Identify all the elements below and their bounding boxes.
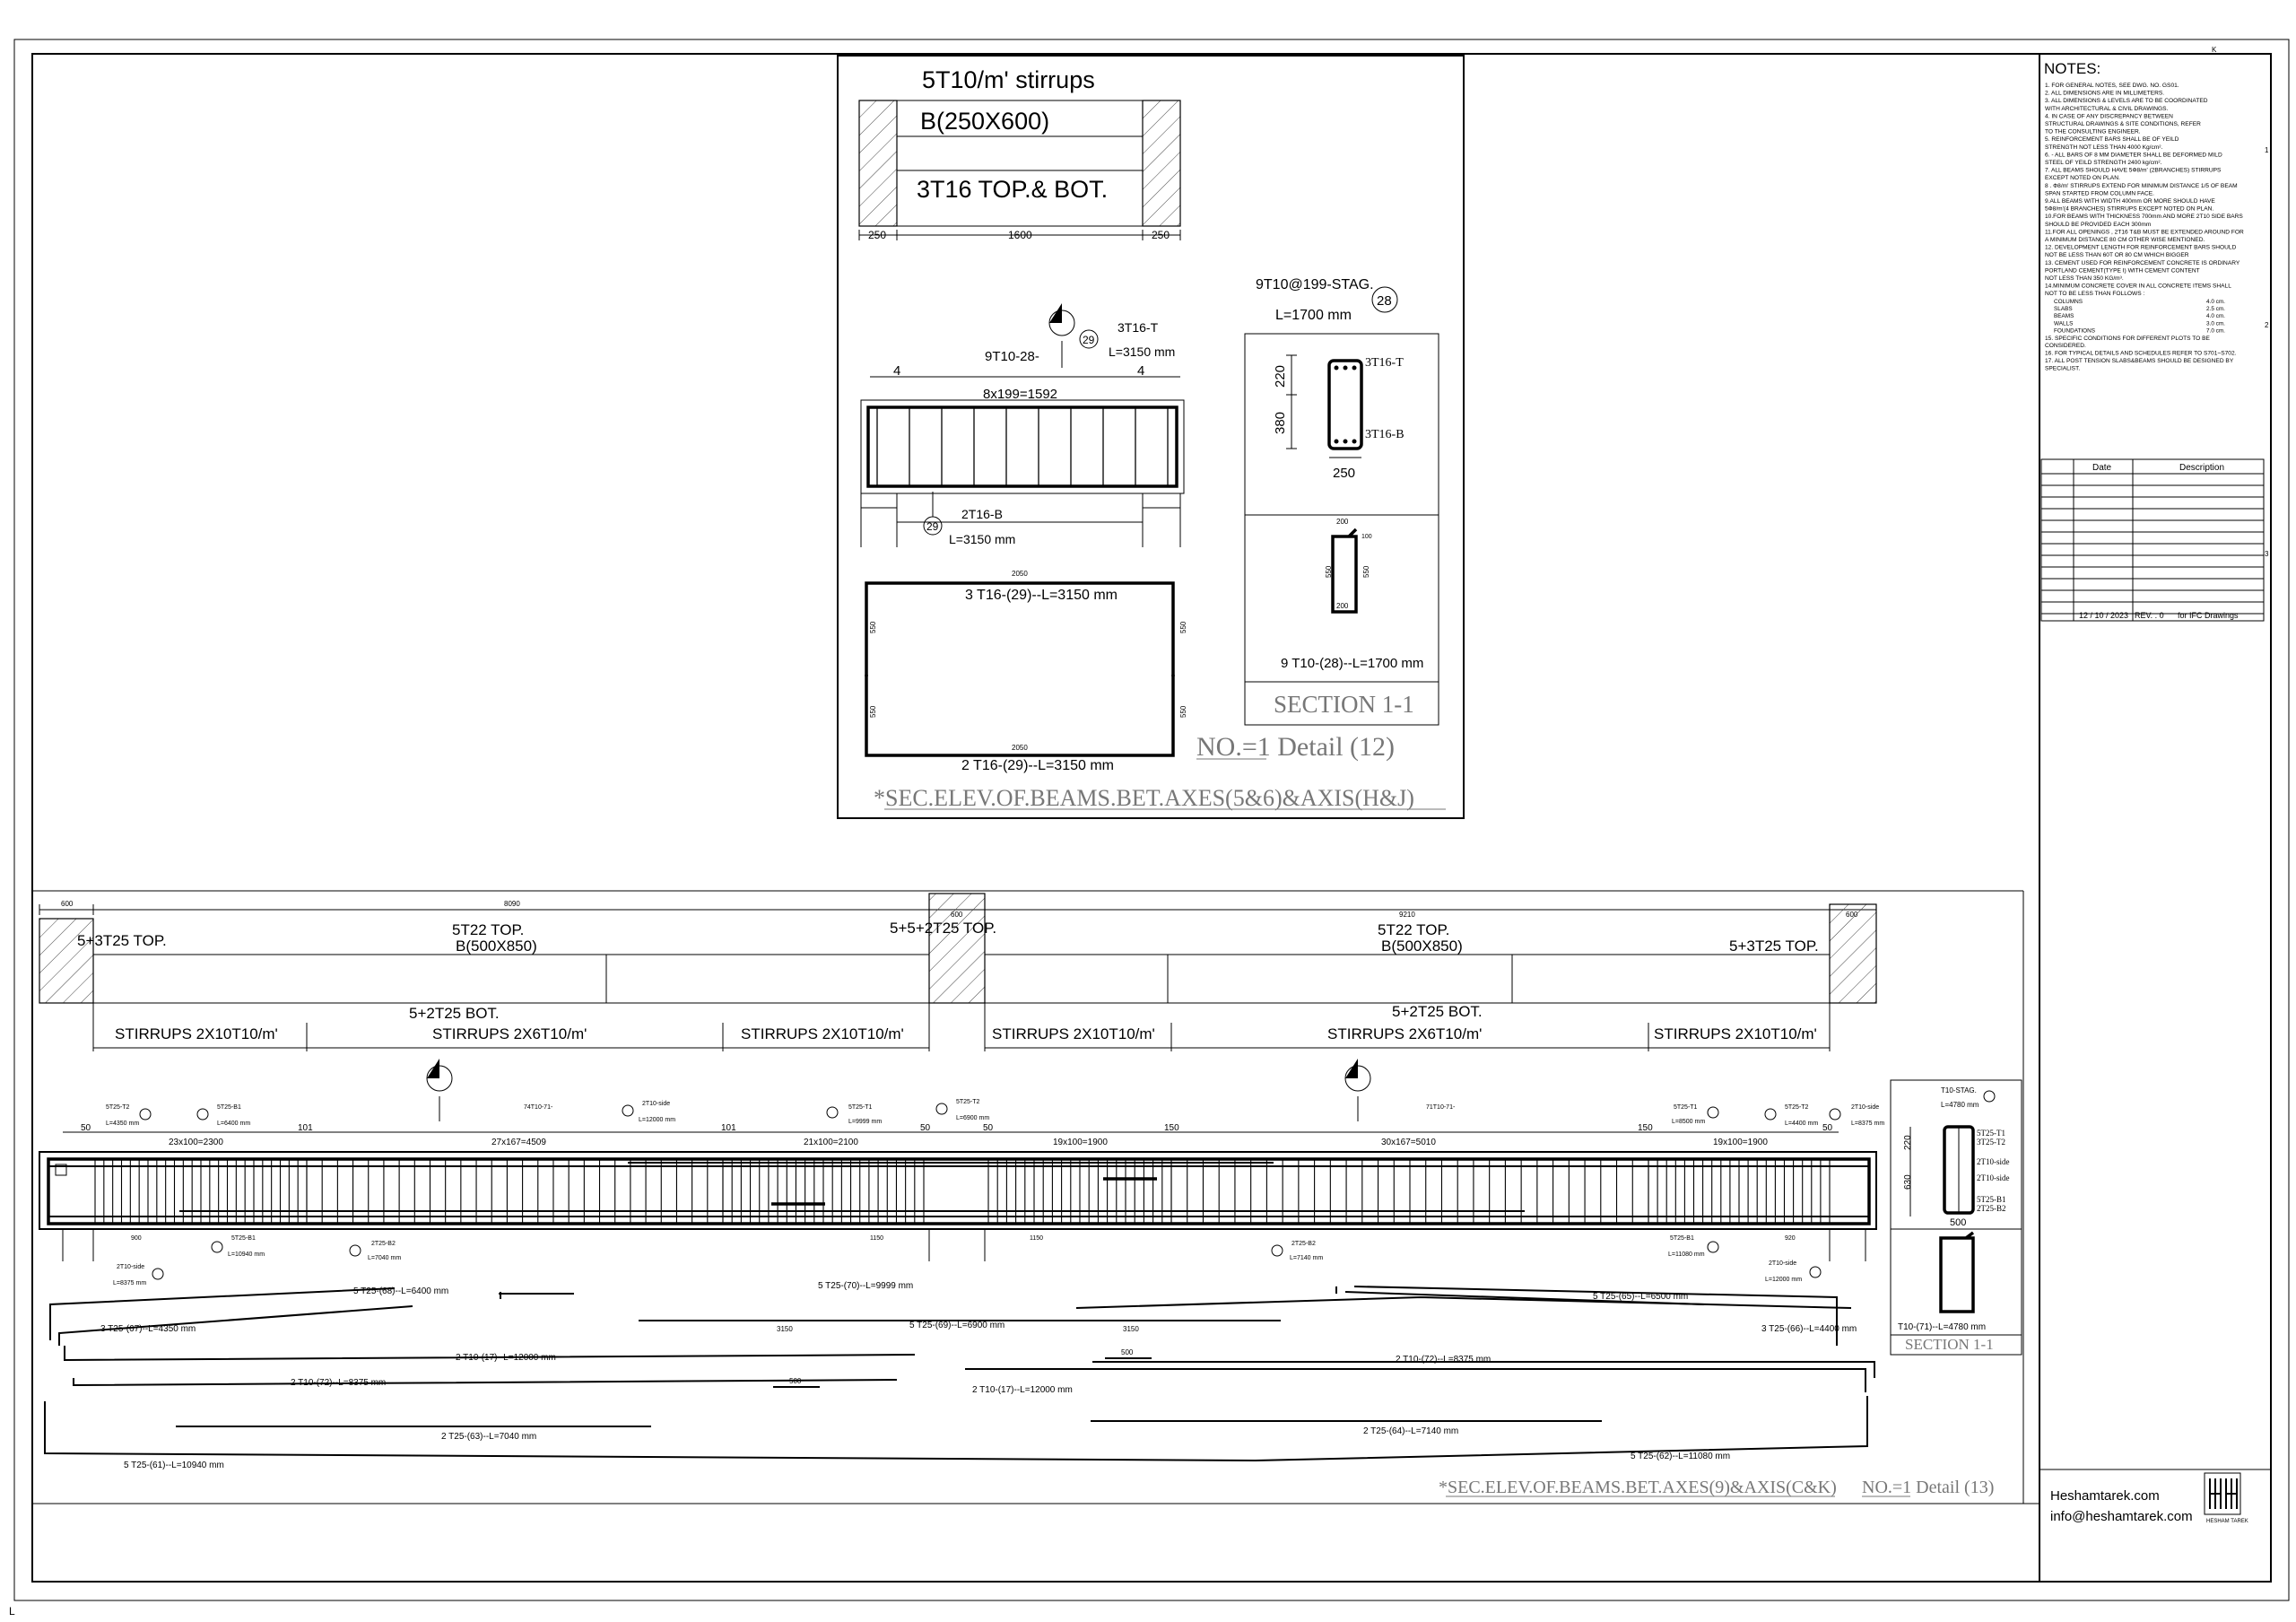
d13-c6: 5T25-T2 [956,1099,980,1105]
d12-stirrups: 5T10/m' stirrups [922,66,1095,93]
d13-n101b: 101 [721,1123,736,1133]
d13-title: *SEC.ELEV.OF.BEAMS.BET.AXES(9)&AXIS(C&K) [1439,1478,1837,1497]
note-line: 6. - ALL BARS OF 8 MM DIAMETER SHALL BE DEFORMED MILD [2045,152,2222,159]
note-line: 1. FOR GENERAL NOTES, SEE DWG. NO. GS01. [2045,83,2179,89]
d13-mid2-top: 5T22 TOP. [1378,921,1450,938]
note-line: NOT TO BE LESS THAN FOLLOWS : [2045,291,2145,298]
d13-b2: 2T25-B2 [371,1241,396,1247]
note-line: 3. ALL DIMENSIONS & LEVELS ARE TO BE COORDINATED [2045,98,2208,105]
cover-item: COLUMNS [2054,298,2083,305]
notes-panel [2044,60,2244,371]
email-text: info@heshamtarek.com [2050,1509,2193,1524]
cover-value: 7.0 cm. [2206,327,2225,335]
note-line: SPAN STARTED FROM COLUMN FACE. [2045,190,2154,197]
d13-b3l: L=7140 mm [1290,1255,1324,1261]
d13-c9: 5T25-T2 [1785,1104,1809,1111]
d13-n101a: 101 [298,1123,313,1133]
d13-c1l: L=4350 mm [106,1121,140,1127]
d13-shape-s6: 3 T25-(66)--L=4400 mm [1761,1324,1857,1334]
d13-s4: 19x100=1900 [1053,1138,1108,1147]
company-logo [2205,1473,2248,1524]
cover-item: BEAMS [2054,313,2074,320]
note-line: PORTLAND CEMENT(TYPE I) WITH CEMENT CONTENT [2045,267,2200,275]
section-marker-icon [427,1059,452,1121]
d13-mid1-beam: B(500X850) [456,937,537,955]
svg-text:1: 1 [2265,146,2269,154]
d12-sec-w: 250 [1333,466,1356,481]
note-line: 15. SPECIFIC CONDITIONS FOR DIFFERENT PLOTS TO BE [2045,335,2210,342]
d12-bubble-29-bot: 29 [926,520,939,533]
note-line: 10.FOR BEAMS WITH THICKNESS 700mm AND MORE 2T10 SIDE BARS [2045,214,2243,221]
d13-s3: 21x100=2100 [804,1138,858,1147]
d13-sec-b2: 2T25-B2 [1977,1204,2006,1213]
d13-s5: 30x167=5010 [1381,1138,1436,1147]
d13-sec-side2: 2T10-side [1977,1173,2010,1182]
note-line: 14.MINIMUM CONCRETE COVER IN ALL CONCRETE ITEMS SHALL [2045,283,2231,290]
d13-b4: 5T25-B1 [1670,1235,1694,1242]
logo-caption: HESHAM TAREK [2206,1519,2248,1524]
d13-detail-no: NO.=1 Detail (13) [1862,1478,1995,1497]
d12-bubble-28: 28 [1377,293,1392,309]
note-line: A MINIMUM DISTANCE 80 CM OTHER WISE MENTIONED. [2045,237,2205,243]
rev-entry-date: 12 / 10 / 2023 [2079,611,2129,620]
note-line: STRENGTH NOT LESS THAN 4000 Kg/cm². [2045,144,2163,151]
d12-shape-side-a: 550 [869,621,877,633]
d13-sec-title: SECTION 1-1 [1905,1336,1994,1353]
d13-sec-h2: 630 [1903,1174,1913,1190]
d13-top-right: 5+3T25 TOP. [1729,937,1819,955]
d13-stir5: STIRRUPS 2X6T10/m' [1327,1025,1483,1042]
d13-c6l: L=6900 mm [956,1115,990,1121]
d12-shape-side-c: 550 [869,705,877,718]
d13-shape-s7: 2 T10-(17)--L=12000 mm [456,1353,556,1363]
d13-sec-stir-len: L=4780 mm [1941,1101,1979,1109]
note-line: 9.ALL BEAMS WITH WIDTH 400mm OR MORE SHOULD HAVE [2045,198,2215,205]
d13-s1: 23x100=2300 [169,1138,223,1147]
note-line: 5. REINFORCEMENT BARS SHALL BE OF YEILD [2045,136,2179,144]
d13-b2l: L=7040 mm [368,1255,402,1261]
title-block [2039,1469,2271,1524]
d12-shape-top-len: 2050 [1012,570,1028,578]
cover-item: FOUNDATIONS [2054,327,2096,335]
d13-shape-s8: 2 T10-(72)--L=8375 mm [1396,1355,1492,1365]
detail-12 [838,56,1464,818]
notes-title: NOTES: [2044,60,2101,77]
d12-shape-side-b: 550 [1179,621,1187,633]
d13-n150a: 150 [1164,1123,1179,1133]
cover-item: SLABS [2054,306,2073,312]
d12-dim-mid: 1600 [1008,229,1032,241]
section-marker-icon [1049,303,1074,368]
d13-stir3: STIRRUPS 2X10T10/m' [741,1025,904,1042]
d13-stir1: STIRRUPS 2X10T10/m' [115,1025,278,1042]
d12-sec-h2: 380 [1273,411,1288,434]
note-line: 4. IN CASE OF ANY DISCREPANCY BETWEEN [2045,113,2173,120]
d13-shape-s12: 2 T25-(64)--L=7140 mm [1363,1426,1459,1436]
d13-bar-shapes [45,1286,1874,1461]
note-line: TO THE CONSULTING ENGINEER. [2045,128,2141,135]
d13-shape-s5: 5 T25-(69)--L=6900 mm [909,1321,1005,1330]
d13-s6: 19x100=1900 [1713,1138,1768,1147]
note-line: 7. ALL BEAMS SHOULD HAVE 5Ф8/m' (2BRANCHES) STIRRUPS [2045,167,2222,174]
note-line: SPECIALIST. [2045,365,2081,372]
rev-entry-desc: for IFC Drawings [2178,611,2239,620]
d12-stir-hook: 100 [1361,534,1372,540]
d12-spacing: 8x199=1592 [983,387,1057,402]
d13-d920: 920 [1785,1235,1796,1242]
note-line: 17. ALL POST TENSION SLABS&BEAMS SHOULD BE DESIGNED BY [2045,358,2234,364]
d13-b1: 5T25-B1 [231,1235,256,1242]
d13-shape-s3: 5 T25-(65)--L=6500 mm [1593,1292,1689,1302]
note-line: CONSIDERED. [2045,343,2086,350]
d13-c5: 5T25-T1 [848,1104,873,1111]
svg-text:2: 2 [2265,321,2269,329]
note-line: STRUCTURAL DRAWINGS & SITE CONDITIONS, REFER [2045,121,2201,127]
d13-sec-stir-label: T10-(71)--L=4780 mm [1898,1322,1987,1332]
d13-b6: 2T10-side [1769,1260,1797,1267]
d13-d1150a: 1150 [870,1235,884,1242]
d13-mid2-beam: B(500X850) [1381,937,1463,955]
website-text: Heshamtarek.com [2050,1488,2160,1504]
d13-sec-side1: 2T10-side [1977,1157,2010,1166]
d12-stir-side1: 550 [1325,565,1333,578]
d13-bot1: 5+2T25 BOT. [409,1005,500,1022]
cover-value: 4.0 cm. [2206,313,2225,320]
detail-13 [39,894,2022,1497]
d12-title: *SEC.ELEV.OF.BEAMS.BET.AXES(5&6)&AXIS(H&J) [874,785,1414,811]
d13-stir6: STIRRUPS 2X10T10/m' [1654,1025,1817,1042]
d13-b5: 2T10-side [117,1264,145,1270]
d13-c8l: L=8500 mm [1672,1119,1706,1125]
d13-n50c: 50 [983,1123,994,1133]
d13-stir2: STIRRUPS 2X6T10/m' [432,1025,587,1042]
d12-sec-top: 3T16-T [1365,356,1404,370]
d12-shape-bot-len: 2050 [1012,744,1028,752]
d12-stir-label: 9 T10-(28)--L=1700 mm [1281,656,1424,671]
d13-d1150b: 1150 [1030,1235,1044,1242]
d13-n50d: 50 [1822,1123,1833,1133]
svg-text:K: K [2212,46,2217,54]
d13-n150b: 150 [1638,1123,1653,1133]
d13-shape-s13: 5 T25-(61)--L=10940 mm [124,1461,224,1470]
d12-section-title: SECTION 1-1 [1274,691,1414,718]
d12-sec-stirrup-len: L=1700 mm [1275,308,1352,323]
d13-shape-s10: 2 T10-(17)--L=12000 mm [972,1385,1073,1395]
rev-col-desc: Description [2179,463,2225,473]
d13-sec-b1: 5T25-B1 [1977,1195,2006,1204]
d13-shape-s11: 2 T25-(63)--L=7040 mm [441,1432,537,1442]
note-line: WITH ARCHITECTURAL & CIVIL DRAWINGS. [2045,105,2169,112]
svg-text:3: 3 [2265,550,2269,558]
cover-item: WALLS [2054,320,2074,327]
cover-value: 3.0 cm. [2206,320,2225,327]
d13-shape-s9: 2 T10-(72)--L=8375 mm [291,1378,387,1388]
d12-edge-right: 4 [1137,363,1145,379]
note-line: 2. ALL DIMENSIONS ARE IN MILLIMETERS. [2045,90,2165,97]
d13-n50a: 50 [81,1123,91,1133]
d13-center-top: 5+5+2T25 TOP. [890,920,997,937]
d13-shape-s1: 5 T25-(68)--L=6400 mm [353,1286,449,1296]
d13-n50b: 50 [920,1123,931,1133]
revision-table [2041,459,2264,621]
note-line: 8 . Ф8/m' STIRRUPS EXTEND FOR MINIMUM DISTANCE 1/5 OF BEAM [2045,182,2238,189]
d13-c10: 2T10-side [1851,1104,1880,1111]
d12-dim-right: 250 [1152,229,1170,241]
d12-shape-bot-label: 2 T16-(29)--L=3150 mm [961,758,1114,773]
d13-b4l: L=11080 mm [1668,1251,1705,1258]
rev-col-date: Date [2092,463,2112,473]
d13-dim-600a: 600 [61,900,74,908]
d12-detail-no: NO.=1 Detail (12) [1196,732,1396,762]
d13-d500a: 500 [789,1377,802,1385]
note-line: EXCEPT NOTED ON PLAN. [2045,175,2120,182]
d13-b5l: L=8375 mm [113,1280,147,1286]
d13-s2: 27x167=4509 [491,1138,546,1147]
d12-dim-left: 250 [868,229,887,241]
d13-c10l: L=8375 mm [1851,1121,1885,1127]
d13-shape-s2: 5 T25-(70)--L=9999 mm [818,1281,914,1291]
note-line: 11.FOR ALL OPENINGS , 2T16 T&B MUST BE EXTENDED AROUND FOR [2045,229,2244,236]
d12-stir-top: 200 [1336,518,1349,526]
section-marker-icon [1345,1059,1370,1121]
cover-value: 4.0 cm. [2206,298,2225,305]
d13-mid1-top: 5T22 TOP. [452,921,525,938]
note-line: NOT BE LESS THAN 60T OR 80 CM WHICH BIGGER [2045,252,2189,259]
d13-d500b: 500 [1121,1348,1134,1356]
d13-sec-t2: 3T25-T2 [1977,1138,2005,1147]
cover-value: 2.5 cm. [2206,306,2225,312]
d12-edge-left: 4 [893,363,901,379]
d12-beam: B(250X600) [920,108,1050,135]
d13-c8: 5T25-T1 [1674,1104,1698,1111]
note-line: 12. DEVELOPMENT LENGTH FOR REINFORCEMENT BARS SHOULD [2045,244,2237,251]
d13-shape-s14: 5 T25-(62)--L=11080 mm [1631,1452,1731,1461]
d13-sec-t1: 5T25-T1 [1977,1129,2005,1138]
d13-sec-h1: 220 [1903,1135,1913,1150]
d13-b1l: L=10940 mm [228,1251,265,1258]
d12-top-bar: 3T16-T [1118,320,1159,335]
outer-border [14,39,2289,1600]
d13-top-left: 5+3T25 TOP. [77,932,167,949]
d13-c2: 5T25-B1 [217,1104,241,1111]
note-line: 13. CEMENT USED FOR REINFORCEMENT CONCRETE IS ORDINARY [2045,259,2240,266]
rev-entry-rev: REV. . 0 [2135,611,2164,620]
d12-shape-side-d: 550 [1179,705,1187,718]
d13-shape-s4: 3 T25-(67)--L=4350 mm [100,1324,196,1334]
d13-c4: 2T10-side [642,1101,671,1107]
d12-stir-bot: 200 [1336,602,1349,610]
note-line: STEEL OF YEILD STRENGTH 2400 kg/cm². [2045,160,2162,166]
d13-c1: 5T25-T2 [106,1104,130,1111]
d13-dim-8090: 8090 [504,900,520,908]
d13-c2l: L=6400 mm [217,1121,251,1127]
d12-bot-bar-len: L=3150 mm [949,532,1016,546]
note-line: 5Ф8/m'(4 BRANCHES) STIRRUPS EXCEPT NOTED ON PLAN. [2045,205,2214,213]
note-line: SHOULD BE PROVIDED EACH 300mm [2045,221,2152,228]
d13-bot2: 5+2T25 BOT. [1392,1003,1483,1020]
d12-shape-top-label: 3 T16-(29)--L=3150 mm [965,588,1118,603]
d12-top-bar-len: L=3150 mm [1109,344,1176,359]
note-line: 16. FOR TYPICAL DETAILS AND SCHEDULES REFER TO S701~S702. [2045,350,2237,357]
d13-c7: 71T10-71- [1426,1104,1456,1111]
d13-b6l: L=12000 mm [1765,1277,1803,1283]
d12-stir-side2: 550 [1362,565,1370,578]
d13-d3150b: 3150 [1123,1325,1139,1333]
d13-c3: 74T10-71- [524,1104,553,1111]
note-line: NOT LESS THAN 350 KG/m³. [2045,275,2124,282]
d13-c9l: L=4400 mm [1785,1121,1819,1127]
d12-sec-stirrup: 9T10@199-STAG. [1256,277,1374,292]
d12-sec-bot: 3T16-B [1365,428,1405,441]
d13-c5l: L=9999 mm [848,1119,883,1125]
d12-bars: 3T16 TOP.& BOT. [917,176,1109,203]
d13-c4l: L=12000 mm [639,1117,676,1123]
d12-bar-label: 9T10-28- [985,349,1039,364]
d13-sec-stir: T10-STAG. [1941,1086,1977,1094]
d12-bubble-29-top: 29 [1083,334,1095,346]
d13-d3150a: 3150 [777,1325,793,1333]
svg-text:L: L [9,1605,15,1618]
d13-d900: 900 [131,1235,142,1242]
d13-b3: 2T25-B2 [1292,1241,1316,1247]
d13-sec-w: 500 [1950,1217,1967,1228]
d13-dim-9210: 9210 [1399,911,1415,919]
d12-bot-bar: 2T16-B [961,507,1003,521]
d12-sec-h1: 220 [1273,364,1288,388]
d13-stir4: STIRRUPS 2X10T10/m' [992,1025,1155,1042]
